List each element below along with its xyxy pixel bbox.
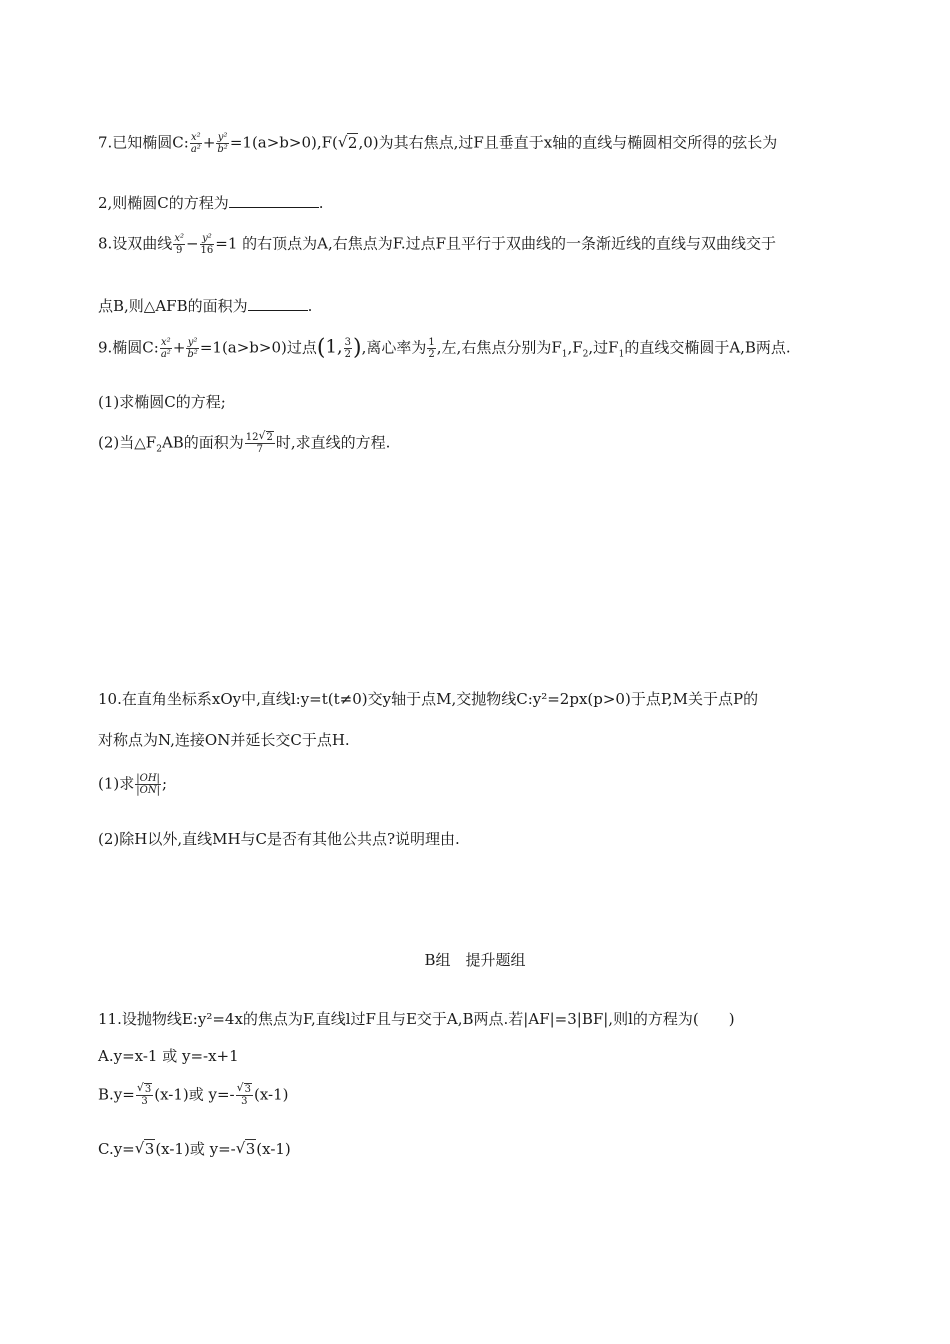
answer-blank[interactable] — [248, 296, 308, 311]
fraction: $\frac{\text{x²}}{\text{a²}}$ — [190, 132, 201, 155]
fraction: 12 √ 2 7 — [245, 429, 273, 455]
q11-option-b[interactable]: B.y= √ 3 3 (x-1)或 y=- √ 3 3 (x-1) — [98, 1081, 289, 1107]
q10-line2: 对称点为N,连接ON并延长交C于点H. — [98, 731, 350, 749]
fraction: √ 3 3 — [136, 1081, 152, 1107]
q7-line1: 7.已知椭圆C: $\frac{\text{x²}}{\text{a²}}$ + $\frac{\text{y²}}{\text{b²}}$ =1(a>b>0),F( √ 2,0)为其右焦点,过F且垂直于x轴的直线与椭圆相交所得的弦长为 — [98, 132, 778, 155]
q11-stem: 11.设抛物线E:y²=4x的焦点为F,直线l过F且与E交于A,B两点.若|AF|=3|BF|,则l的方程为( ) — [98, 1010, 735, 1028]
sqrt-symbol: √ 3 — [236, 1081, 251, 1095]
answer-blank[interactable] — [229, 193, 319, 208]
fraction: √ 3 3 — [236, 1081, 251, 1107]
fraction: $\frac{3}{2}$ — [344, 337, 352, 360]
fraction: $\frac{|OH|}{|ON|}$ — [136, 773, 160, 796]
q11-option-a[interactable]: A.y=x-1 或 y=-x+1 — [98, 1047, 239, 1065]
fraction: $\frac{\text{y²}}{\text{b²}}$ — [187, 337, 198, 360]
fraction: $\frac{\text{x²}}{\text{a²}}$ — [160, 337, 171, 360]
q7-line2: 2,则椭圆C的方程为 . — [98, 194, 324, 212]
q11-option-c[interactable]: C.y= √ 3(x-1)或 y=- √ 3(x-1) — [98, 1139, 291, 1158]
fraction: $\frac{\text{y²}}{16}$ — [200, 233, 214, 256]
section-heading: B组 提升题组 — [424, 951, 526, 969]
q10-line1: 10.在直角坐标系xOy中,直线l:y=t(t≠0)交y轴于点M,交抛物线C:y²=2px(p>0)于点P,M关于点P的 — [98, 690, 759, 708]
sqrt-symbol: √ 2 — [258, 429, 273, 443]
fraction: $\frac{1}{2}$ — [428, 337, 435, 360]
q8-line1: 8.设双曲线 $\frac{\text{x²}}{9}$ − $\frac{\text{y²}}{16}$ =1 的右顶点为A,右焦点为F.过点F且平行于双曲线的一条渐近线的直线与双曲线交于 — [98, 233, 777, 256]
sqrt-symbol: √ 3 — [235, 1139, 256, 1158]
fraction: $\frac{\text{y²}}{\text{b²}}$ — [217, 132, 228, 155]
q10-sub2: (2)除H以外,直线MH与C是否有其他公共点?说明理由. — [98, 830, 460, 848]
q10-sub1: (1)求 $\frac{|OH|}{|ON|}$ ; — [98, 773, 167, 796]
q9-line1: 9.椭圆C: $\frac{\text{x²}}{\text{a²}}$ + $\frac{\text{y²}}{\text{b²}}$ =1(a>b>0)过点(1, $\frac{3}{2}$ ),离心率为 $\frac{1}{2}$ ,左,右焦点分别为$F_1,F_2$,过$F_1$的直线交椭圆于A,B两点. — [98, 335, 791, 361]
q7-text: 7.已知椭圆C: — [98, 133, 189, 152]
q9-sub1: (1)求椭圆C的方程; — [98, 393, 226, 411]
q8-line2: 点B,则△AFB的面积为 . — [98, 297, 313, 315]
q9-sub2: (2)当$\triangle F_2AB$的面积为 12 √ 2 7 时,求直线的方程. — [98, 429, 391, 455]
sqrt-symbol: √ 3 — [136, 1081, 152, 1095]
fraction: $\frac{\text{x²}}{9}$ — [174, 233, 184, 256]
sqrt-symbol: √ 3 — [134, 1139, 155, 1158]
sqrt-symbol: √ 2 — [337, 132, 358, 152]
